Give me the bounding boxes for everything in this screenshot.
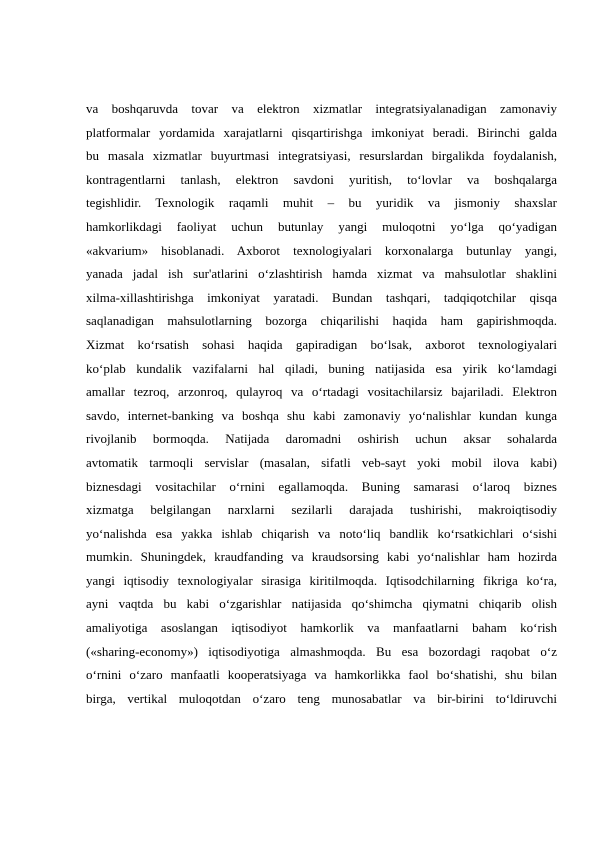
text-line: mumkin. Shuningdek, kraudfanding va kraudsorsing kabi yo‘nalishlar ham hozirda (86, 549, 557, 565)
text-line: kontragentlarni tanlash, elektron savdoni yuritish, to‘lovlar va boshqalarga (86, 171, 557, 187)
text-line: yanada jadal ish sur'atlarini o‘zlashtirish hamda xizmat va mahsulotlar shaklini (86, 266, 557, 282)
text-line: va boshqaruvda tovar va elektron xizmatlar integratsiyalanadigan zamonaviy (86, 101, 557, 116)
text-line: «akvarium» hisoblanadi. Axborot texnologiyalari korxonalarga butunlay yangi, (86, 242, 557, 258)
text-line: Xizmat ko‘rsatish sohasi haqida gapiradigan bo‘lsak, axborot texnologiyalari (86, 336, 557, 352)
text-line: ayni vaqtda bu kabi o‘zgarishlar natijasida qo‘shimcha qiymatni chiqarib olish (86, 596, 557, 612)
text-line: ko‘plab kundalik vazifalarni hal qiladi, buning natijasida esa yirik ko‘lamdagi (86, 360, 557, 376)
text-line: xizmatga belgilangan narxlarni sezilarli darajada tushirishi, makroiqtisodiy (86, 502, 557, 518)
body-paragraph (86, 97, 557, 710)
text-line: platformalar yordamida xarajatlarni qisqartirishga imkoniyat beradi. Birinchi galda (86, 124, 557, 140)
text-line: rivojlanib bormoqda. Natijada daromadni oshirish uchun aksar sohalarda (86, 431, 557, 447)
text-line: avtomatik tarmoqli servislar (masalan, sifatli veb-sayt yoki mobil ilova kabi) (86, 454, 557, 470)
text-line: yo‘nalishda esa yakka ishlab chiqarish va noto‘liq bandlik ko‘rsatkichlari o‘sishi (86, 525, 557, 541)
text-line: tegishlidir. Texnologik raqamli muhit – bu yuridik va jismoniy shaxslar (86, 195, 557, 211)
text-line: saqlanadigan mahsulotlarning bozorga chiqarilishi haqida ham gapirishmoqda. (86, 313, 557, 329)
text-line: bu masala xizmatlar buyurtmasi integratsiyasi, resurslardan birgalikda foydalanish, (86, 148, 557, 164)
text-line: hamkorlikdagi faoliyat uchun butunlay yangi muloqotni yo‘lga qo‘yadigan (86, 218, 557, 234)
text-line: («sharing-economy») iqtisodiyotiga almashmoqda. Bu esa bozordagi raqobat o‘z (86, 643, 557, 659)
text-line: savdo, internet-banking va boshqa shu kabi zamonaviy yo‘nalishlar kundan kunga (86, 407, 557, 423)
text-line: amallar tezroq, arzonroq, qulayroq va o‘rtadagi vositachilarsiz bajariladi. Elektron (86, 384, 557, 400)
text-line: xilma-xillashtirishga imkoniyat yaratadi. Bundan tashqari, tadqiqotchilar qisqa (86, 289, 557, 305)
text-line: birga, vertikal muloqotdan o‘zaro teng munosabatlar va bir-birini to‘ldiruvchi (86, 690, 557, 706)
text-line: biznesdagi vositachilar o‘rnini egallamoqda. Buning samarasi o‘laroq biznes (86, 478, 557, 494)
text-line: amaliyotiga asoslangan iqtisodiyot hamkorlik va manfaatlarni baham ko‘rish (86, 620, 557, 636)
text-line: o‘rnini o‘zaro manfaatli kooperatsiyaga va hamkorlikka faol bo‘shatishi, shu bilan (86, 667, 557, 683)
text-line: yangi iqtisodiy texnologiyalar sirasiga kiritilmoqda. Iqtisodchilarning fikriga ko‘ra, (86, 572, 557, 588)
